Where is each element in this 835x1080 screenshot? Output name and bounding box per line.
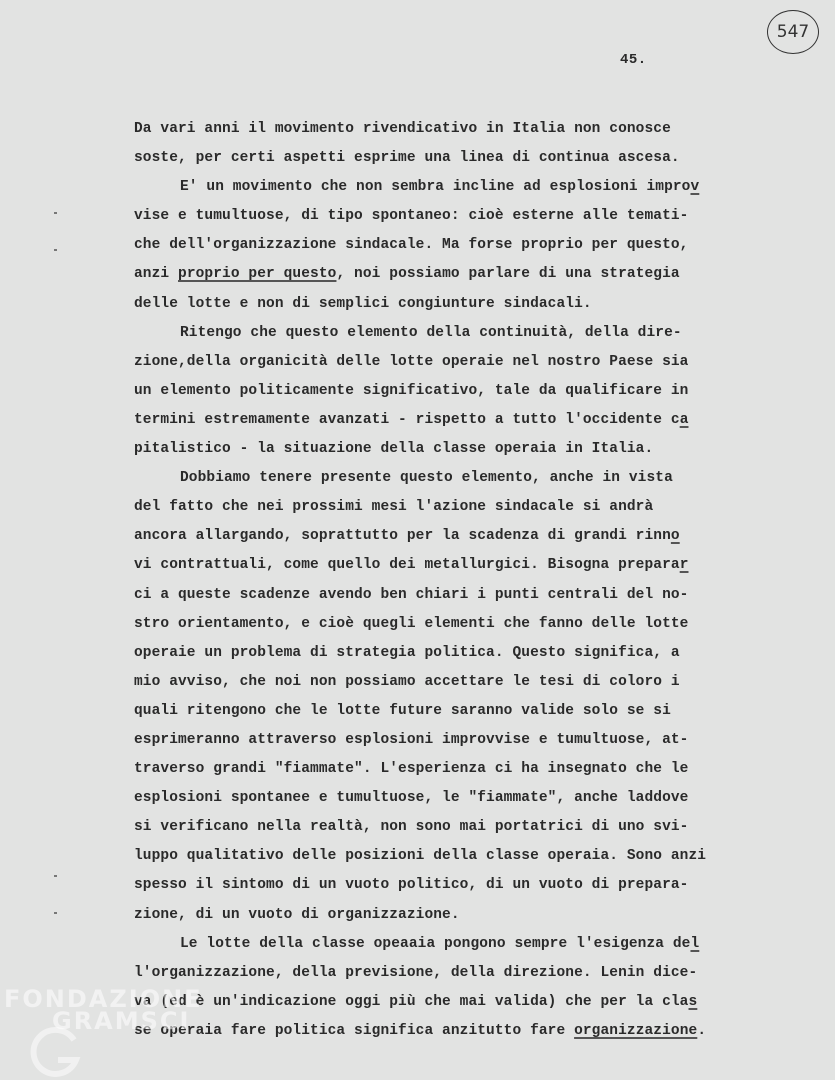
underlined-text: s (688, 993, 698, 1010)
text-line (134, 901, 774, 930)
text-line (134, 610, 774, 639)
watermark-line-1: FONDAZIONE (4, 985, 203, 1013)
text-segment: si verificano nella realtà, non sono mai portatrici di uno svi- (134, 819, 689, 836)
text-line (134, 581, 774, 610)
archive-stamp-number: 547 (776, 22, 810, 42)
text-line (134, 726, 774, 755)
text-line (134, 639, 774, 668)
text-line (134, 435, 774, 464)
text-segment: stro orientamento, e cioè quegli elementi che fanno delle lotte (134, 615, 689, 632)
text-segment: che dell'organizzazione sindacale. Ma forse proprio per questo, (134, 237, 689, 254)
text-segment: spesso il sintomo di un vuoto politico, di un vuoto di prepara- (134, 877, 689, 894)
margin-mark (54, 912, 57, 914)
text-segment: Le lotte della classe opeaaia pongono sempre l'esigenza de (180, 935, 691, 952)
text-segment: , noi possiamo parlare di una strategia (336, 266, 680, 283)
text-segment: vi contrattuali, come quello dei metallurgici. Bisogna prepara (134, 557, 680, 574)
text-line (134, 260, 774, 289)
text-segment: E' un movimento che non sembra incline ad esplosioni impro (180, 179, 691, 196)
text-line (134, 144, 774, 173)
text-line (134, 464, 774, 493)
text-segment: soste, per certi aspetti esprime una linea di continua ascesa. (134, 150, 680, 167)
margin-mark (54, 212, 57, 214)
text-line (134, 784, 774, 813)
underlined-text: organizzazione (574, 1022, 698, 1039)
text-segment: un elemento politicamente significativo, tale da qualificare in (134, 382, 689, 399)
text-segment: Dobbiamo tenere presente questo elemento, anche in vista (180, 470, 673, 487)
text-segment: pitalistico - la situazione della classe operaia in Italia. (134, 441, 654, 458)
text-segment: operaie un problema di strategia politica. Questo significa, a (134, 644, 680, 661)
text-segment: esplosioni spontanee e tumultuose, le "fiammate", anche laddove (134, 790, 689, 807)
margin-mark (54, 875, 57, 877)
text-segment: delle lotte e non di semplici congiunture sindacali. (134, 295, 592, 312)
archive-stamp (767, 10, 819, 54)
text-segment: se operaia fare politica significa anzitutto fare (134, 1022, 575, 1039)
text-segment: Da vari anni il movimento rivendicativo in Italia non conosce (134, 121, 671, 137)
text-line (134, 551, 774, 580)
underlined-text: v (690, 179, 700, 196)
underlined-text: l (690, 935, 700, 952)
text-line (134, 231, 774, 260)
text-line (134, 842, 774, 871)
text-line (134, 988, 774, 1017)
text-segment: traverso grandi "fiammate". L'esperienza ci ha insegnato che le (134, 761, 689, 778)
text-line (134, 871, 774, 900)
page-number: 45. (620, 52, 647, 68)
typewritten-body (134, 115, 774, 1046)
margin-mark (54, 249, 57, 251)
text-line (134, 697, 774, 726)
watermark-line-2: GRAMSCI (52, 1007, 191, 1035)
underlined-text: a (679, 411, 689, 428)
text-line (134, 668, 774, 697)
text-segment: luppo qualitativo delle posizioni della classe operaia. Sono anzi (134, 848, 707, 865)
text-segment: termini estremamente avanzati - rispetto a tutto l'occidente c (134, 411, 680, 428)
text-line (134, 930, 774, 959)
watermark-logo-icon (28, 1026, 82, 1080)
text-line (134, 202, 774, 231)
text-line (134, 493, 774, 522)
text-line (134, 290, 774, 319)
text-segment: va (ed è un'indicazione oggi più che mai valida) che per la cla (134, 993, 689, 1010)
text-segment: quali ritengono che le lotte future saranno valide solo se si (134, 702, 671, 719)
text-segment: ci a queste scadenze avendo ben chiari i punti centrali del no- (134, 586, 689, 603)
text-line (134, 755, 774, 784)
text-line (134, 173, 774, 202)
text-segment: vise e tumultuose, di tipo spontaneo: cioè esterne alle temati- (134, 208, 689, 225)
text-line (134, 813, 774, 842)
text-segment: Ritengo che questo elemento della continuità, della dire- (180, 324, 682, 341)
text-segment: ancora allargando, soprattutto per la scadenza di grandi rinn (134, 528, 671, 545)
text-segment: anzi (134, 266, 179, 283)
underlined-text: proprio per questo (178, 266, 337, 283)
underlined-text: r (679, 557, 689, 574)
text-segment: zione,della organicità delle lotte operaie nel nostro Paese sia (134, 353, 689, 370)
text-segment: mio avviso, che noi non possiamo accettare le tesi di coloro i (134, 673, 680, 690)
text-line (134, 319, 774, 348)
text-segment: del fatto che nei prossimi mesi l'azione sindacale si andrà (134, 499, 654, 516)
text-line (134, 115, 774, 144)
text-segment: l'organizzazione, della previsione, della direzione. Lenin dice- (134, 964, 698, 981)
text-segment: . (697, 1022, 707, 1039)
text-segment: esprimeranno attraverso esplosioni improvvise e tumultuose, at- (134, 731, 689, 748)
text-line (134, 377, 774, 406)
text-segment: zione, di un vuoto di organizzazione. (134, 906, 460, 923)
text-line (134, 348, 774, 377)
text-line (134, 522, 774, 551)
underlined-text: o (670, 528, 680, 545)
text-line (134, 959, 774, 988)
text-line (134, 406, 774, 435)
text-line (134, 1017, 774, 1046)
